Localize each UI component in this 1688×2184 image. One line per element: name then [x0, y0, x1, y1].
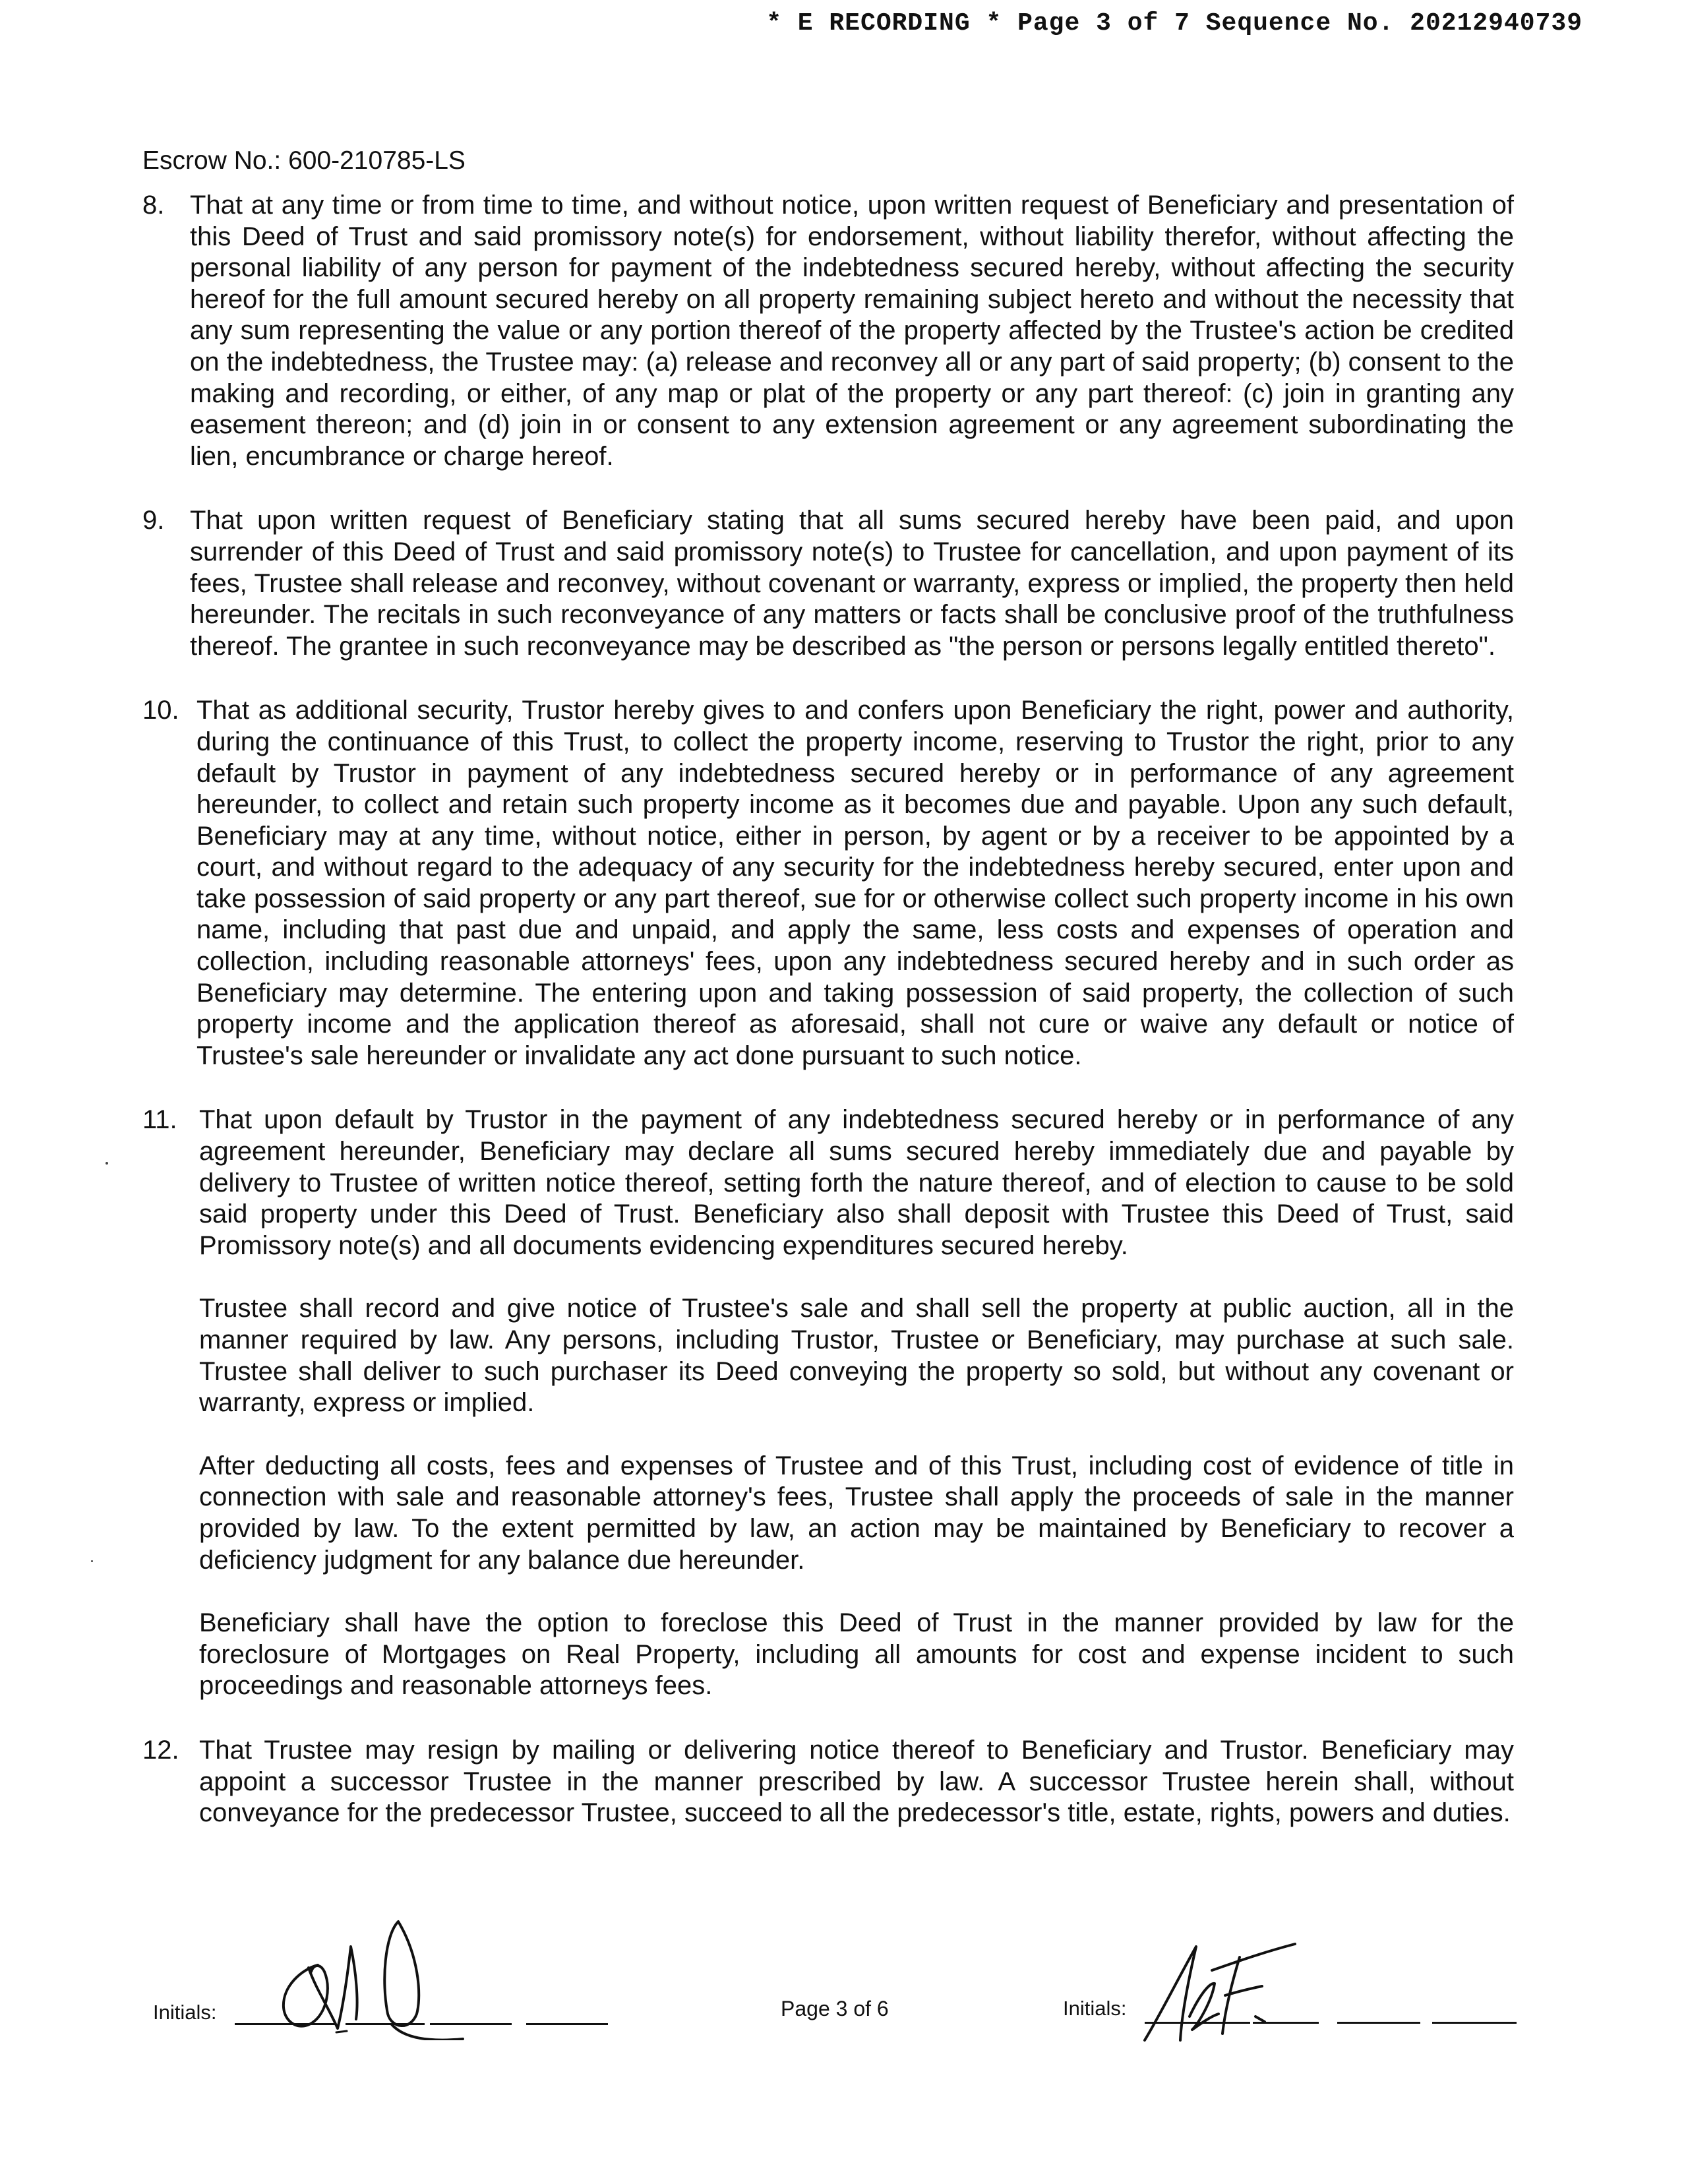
clause-paragraph: That as additional security, Trustor hereby gives to and confers upon Beneficiary the right, power and authority, during the continuance of this Trust, to collect the property income, reserving to Trustor the right, prior to any default by Trustor in payment of any indebtedness secured hereby or in performance of any agreement hereunder, to collect and retain such property income as it becomes due and payable. Upon any such default, Beneficiary may at any time, without notice, either in person, by agent or by a receiver to be appointed by a court, and without regard to the adequacy of any security for the indebtedness hereby secured, enter upon and take possession of said property or any part thereof, sue for or otherwise collect such property income in his own name, including that past due and unpaid, and apply the same, less costs and expenses of operation and collection, including reasonable attorneys' fees, upon any indebtedness secured hereby and in such order as Beneficiary may determine. The entering upon and taking possession of said property, the collection of such property income and the application thereof as aforesaid, shall not cure or waive any default or notice of Trustee's sale hereunder or invalidate any act done pursuant to such notice.	[196, 696, 1514, 1070]
clause-number: 10.	[142, 696, 179, 725]
margin-mark	[91, 1560, 93, 1562]
clause-9	[142, 505, 1514, 662]
left-initials-signature	[269, 1908, 467, 2040]
clause-number: 11.	[142, 1105, 177, 1135]
clause-paragraph: That Trustee may resign by mailing or delivering notice thereof to Beneficiary and Trustor. Beneficiary may appoint a successor Trustee in the manner prescribed by law. A successor Trustee herein shall, without conveyance for the predecessor Trustee, succeed to all the predecessor's title, estate, rights, powers and duties.	[199, 1735, 1514, 1828]
clause-paragraph: That upon default by Trustor in the payment of any indebtedness secured hereby or in performance of any agreement hereunder, Beneficiary may declare all sums secured hereby immediately due and payable by delivery to Trustee of written notice thereof, setting forth the nature thereof, and of election to cause to be sold said property under this Deed of Trust. Beneficiary also shall deposit with Trustee this Deed of Trust, said Promissory note(s) and all documents evidencing expenditures secured hereby.	[199, 1105, 1514, 1260]
right-initials-label: Initials:	[1063, 1997, 1127, 2020]
escrow-number: 600-210785-LS	[288, 146, 466, 175]
deed-clauses	[142, 190, 1514, 1862]
page-number: Page 3 of 6	[781, 1997, 889, 2020]
clause-paragraph: After deducting all costs, fees and expenses of Trustee and of this Trust, including cost of evidence of title in connection with sale and reasonable attorney's fees, Trustee shall apply the proceeds of sale in the manner provided by law. To the extent permitted by law, an action may be maintained by Beneficiary to recover a deficiency judgment for any balance due hereunder.	[199, 1451, 1514, 1575]
clause-number: 9.	[142, 506, 165, 535]
right-initials-signature	[1133, 1918, 1304, 2049]
left-initials-line	[526, 2023, 608, 2025]
clause-number: 8.	[142, 191, 165, 220]
clause-paragraph: Trustee shall record and give notice of Trustee's sale and shall sell the property at public auction, all in the manner required by law. Any persons, including Trustor, Trustee or Beneficiary, may purchase at such sale. Trustee shall deliver to such purchaser its Deed conveying the property so sold, but without any covenant or warranty, express or implied.	[199, 1294, 1514, 1418]
recording-header: * E RECORDING * Page 3 of 7 Sequence No. 20212940739	[766, 9, 1582, 38]
clause-paragraph: That at any time or from time to time, and without notice, upon written request of Beneficiary and presentation of this Deed of Trust and said promissory note(s) for endorsement, without liability therefor, without affecting the personal liability of any person for payment of the indebtedness secured hereby, without affecting the security hereof for the full amount secured hereby on all property remaining subject hereto and without the necessity that any sum representing the value or any portion thereof of the property affected by the Trustee's action be credited on the indebtedness, the Trustee may: (a) release and reconvey all or any part of said property; (b) consent to the making and recording, or either, of any map or plat of the property or any part thereof: (c) join in granting any easement thereon; and (d) join in or consent to any extension agreement or any agreement subordinating the lien, encumbrance or charge hereof.	[190, 191, 1514, 471]
page-footer	[0, 1958, 1688, 2077]
left-initials-label: Initials:	[153, 2001, 217, 2024]
right-initials-line	[1337, 2022, 1420, 2024]
clause-paragraph: That upon written request of Beneficiary stating that all sums secured hereby have been paid, and upon surrender of this Deed of Trust and said promissory note(s) to Trustee for cancellation, and upon payment of its fees, Trustee shall release and reconvey, without covenant or warranty, express or implied, the property then held hereunder. The recitals in such reconveyance of any matters or facts shall be conclusive proof of the truthfulness thereof. The grantee in such reconveyance may be described as "the person or persons legally entitled thereto".	[190, 506, 1514, 661]
clause-paragraph: Beneficiary shall have the option to foreclose this Deed of Trust in the manner provided by law for the foreclosure of Mortgages on Real Property, including all amounts for cost and expense incident to such proceedings and reasonable attorneys fees.	[199, 1608, 1514, 1701]
margin-mark	[106, 1162, 108, 1165]
clause-number: 12.	[142, 1735, 179, 1765]
clause-11	[142, 1105, 1514, 1702]
escrow-label: Escrow No.:	[142, 146, 282, 175]
escrow-number-line	[142, 146, 466, 175]
right-initials-line	[1432, 2022, 1517, 2024]
clause-8	[142, 190, 1514, 472]
clause-12	[142, 1735, 1514, 1829]
clause-10	[142, 695, 1514, 1072]
